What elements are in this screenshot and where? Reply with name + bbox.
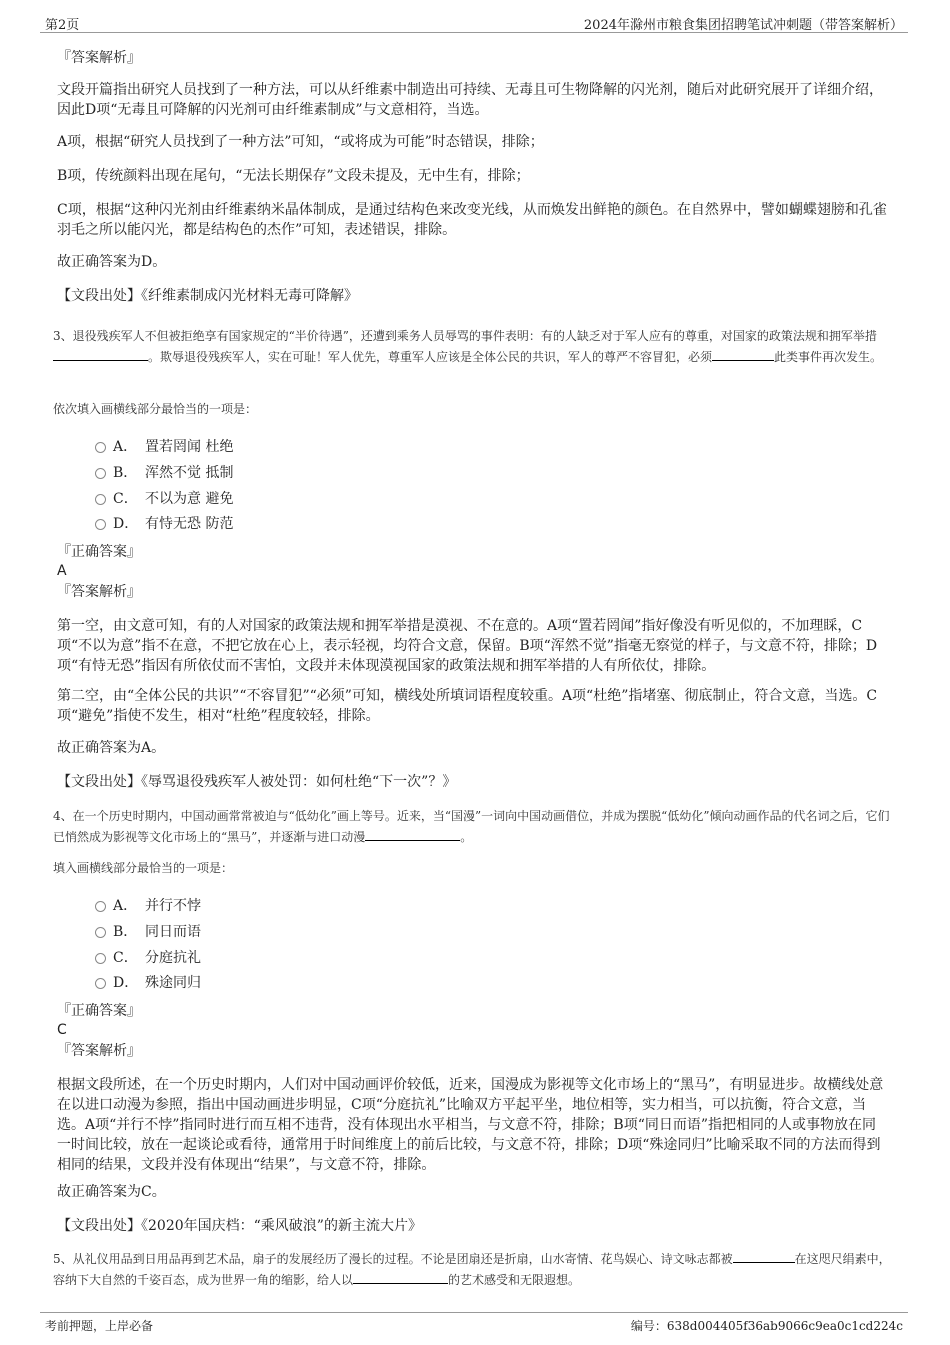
answer-blank	[733, 1250, 795, 1263]
option-c[interactable]: C． 分庭抗礼	[95, 948, 201, 968]
answer-blank	[53, 348, 148, 361]
source-citation: 【文段出处】《辱骂退役残疾军人被处罚：如何杜绝“下一次”？》	[57, 774, 457, 790]
page-header	[40, 10, 908, 33]
analysis-paragraph: B项，传统颜料出现在尾句，“无法长期保存”文段未提及，无中生有，排除；	[57, 168, 530, 184]
footer-slogan: 考前押题，上岸必备	[45, 1319, 154, 1333]
correct-answer-label: 『正确答案』	[57, 1003, 141, 1019]
correct-answer-label: 『正确答案』	[57, 544, 141, 560]
option-b[interactable]: B． 同日而语	[95, 922, 201, 942]
option-c[interactable]: C． 不以为意 避免	[95, 489, 233, 509]
correct-answer: C	[57, 1022, 67, 1038]
answer-blank	[365, 828, 460, 841]
radio-icon[interactable]	[95, 927, 106, 938]
analysis-paragraph: 文段开篇指出研究人员找到了一种方法，可以从纤维素中制造出可持续、无毒且可生物降解的闪光剂，随后对此研究展开了详细介绍，因此D项“无毒且可降解的闪光剂可由纤维素制成”与文意相符，当选。	[57, 82, 883, 118]
analysis-paragraph: 根据文段所述，在一个历史时期内，人们对中国动画评价较低，近来，国漫成为影视等文化市场上的“黑马”，有明显进步。故横线处意在以进口动漫为参照，指出中国动画进步明显，C项“分庭抗礼”比喻双方平起平坐，地位相等，实力相当，可以抗衡，符合文意，当选。A项“并行不悖”指同时进行而互相不违背，没有体现出水平相当，与文意不符，排除；B项“同日而语”指把相同的人或事物放在同一时间比较，放在一起谈论或看待，通常用于时间维度上的前后比较，与文意不符，排除；D项“殊途同归”比喻采取不同的方法而得到相同的结果，文段并没有体现出“结果”，与文意不符，排除。	[57, 1077, 884, 1173]
radio-icon[interactable]	[95, 901, 106, 912]
question-stem: 3、退役残疾军人不但被拒绝享有国家规定的“半价待遇”，还遭到乘务人员辱骂的事件表明：有的人缺乏对于军人应有的尊重，对国家的政策法规和拥军举措 。欺辱退役残疾军人，实在可耻！军人优先，尊重军人应该是全体公民的共识，军人的尊严不容冒犯，必须 此类事件再次发生。	[53, 329, 883, 364]
analysis-paragraph: 第一空，由文意可知，有的人对国家的政策法规和拥军举措是漠视、不在意的。A项“置若罔闻”指好像没有听见似的，不加理睬，C项“不以为意”指不在意，不把它放在心上，表示轻视，均符合文意，保留。B项“浑然不觉”指毫无察觉的样子，与文意不符，排除；D项“有恃无恐”指因有所依仗而不害怕，文段并未体现漠视国家的政策法规和拥军举措的人有所依仗，排除。	[57, 618, 878, 674]
radio-icon[interactable]	[95, 442, 106, 453]
option-b[interactable]: B． 浑然不觉 抵制	[95, 463, 233, 483]
document-title: 2024年滁州市粮食集团招聘笔试冲刺题（带答案解析）	[583, 18, 903, 33]
radio-icon[interactable]	[95, 494, 106, 505]
source-citation: 【文段出处】《2020年国庆档：“乘风破浪”的新主流大片》	[57, 1218, 422, 1234]
option-d[interactable]: D． 殊途同归	[95, 973, 201, 993]
radio-icon[interactable]	[95, 468, 106, 479]
radio-icon[interactable]	[95, 978, 106, 989]
option-a[interactable]: A． 并行不悖	[95, 896, 201, 916]
question-stem: 4、在一个历史时期内，中国动画常常被迫与“低幼化”画上等号。近来，当“国漫”一词向中国动画借位，并成为摆脱“低幼化”倾向动画作品的代名词之后，它们已悄然成为影视等文化市场上的“黑马”，并逐渐与进口动漫 。	[53, 809, 890, 844]
option-a[interactable]: A． 置若罔闻 杜绝	[95, 437, 233, 457]
radio-icon[interactable]	[95, 519, 106, 530]
option-d[interactable]: D． 有恃无恐 防范	[95, 514, 233, 534]
answer-conclusion: 故正确答案为D。	[57, 254, 167, 270]
document-code: 编号：638d004405f36ab9066c9ea0c1cd224c	[630, 1319, 903, 1333]
correct-answer: A	[57, 563, 67, 579]
answer-conclusion: 故正确答案为A。	[57, 740, 166, 756]
analysis-paragraph: C项，根据“这种闪光剂由纤维素纳米晶体制成，是通过结构色来改变光线，从而焕发出鲜艳的颜色。在自然界中，譬如蝴蝶翅膀和孔雀羽毛之所以能闪光，都是结构色的杰作”可知，表述错误，排除。	[57, 202, 887, 238]
analysis-label: 『答案解析』	[57, 1043, 141, 1059]
analysis-label: 『答案解析』	[57, 50, 141, 66]
question-prompt: 填入画横线部分最恰当的一项是：	[53, 861, 234, 875]
page-footer	[40, 1312, 908, 1337]
analysis-paragraph: 第二空，由“全体公民的共识”“不容冒犯”“必须”可知，横线处所填词语程度较重。A项“杜绝”指堵塞、彻底制止，符合文意，当选。C项“避免”指使不发生，相对“杜绝”程度较轻，排除。	[57, 688, 878, 724]
answer-blank	[712, 348, 774, 361]
question-stem: 5、从礼仪用品到日用品再到艺术品，扇子的发展经历了漫长的过程。不论是团扇还是折扇，山水寄情、花鸟娱心、诗文咏志都被 在这咫尺绢素中，容纳下大自然的千姿百态，成为世界一角的缩影，给人以 的艺术感受和无限遐想。	[53, 1252, 891, 1287]
answer-conclusion: 故正确答案为C。	[57, 1184, 166, 1200]
source-citation: 【文段出处】《纤维素制成闪光材料无毒可降解》	[57, 288, 358, 304]
analysis-label: 『答案解析』	[57, 584, 141, 600]
radio-icon[interactable]	[95, 953, 106, 964]
answer-blank	[353, 1271, 448, 1284]
question-prompt: 依次填入画横线部分最恰当的一项是：	[53, 402, 258, 416]
analysis-paragraph: A项，根据“研究人员找到了一种方法”可知，“或将成为可能”时态错误，排除；	[57, 134, 544, 150]
page-number: 第2页	[45, 18, 80, 33]
